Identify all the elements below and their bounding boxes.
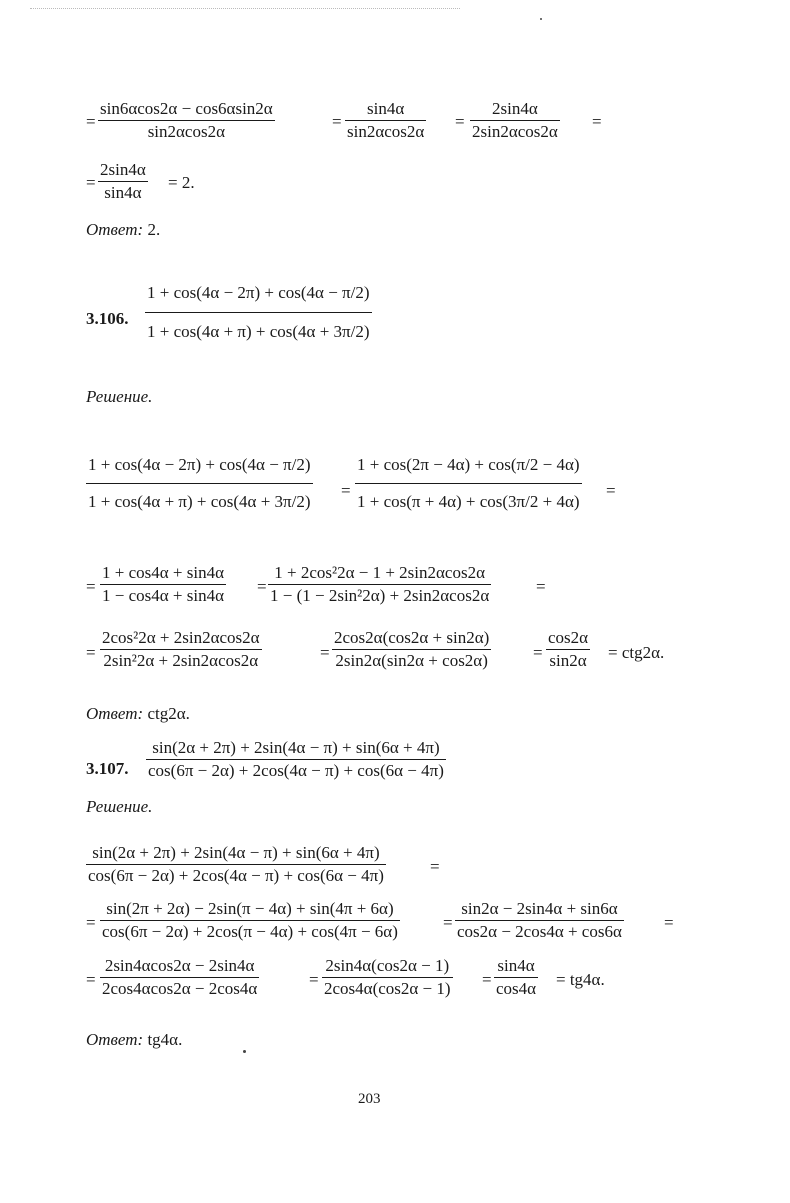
scan-artifact-line [30, 8, 460, 10]
equals-sign: = [536, 577, 546, 596]
problem-expression [146, 738, 446, 780]
solution-fraction-4 [268, 563, 491, 605]
solution-fraction-3 [100, 563, 226, 605]
fraction-bar [100, 920, 400, 921]
equals-sign: = [606, 481, 616, 500]
problem-number: 3.106. [86, 309, 129, 328]
answer-value: ctg2α. [147, 704, 190, 723]
fraction-numerator: sin(2π + 2α) − 2sin(π − 4α) + sin(4π + 6α) [106, 899, 394, 918]
fraction-bar [100, 584, 226, 585]
fraction-denominator: 1 − cos4α + sin4α [102, 585, 224, 605]
equals-sign: = [592, 112, 602, 131]
fraction-numerator: 2sin4α [100, 160, 146, 179]
equals-sign: = [86, 173, 96, 192]
fraction-4 [98, 160, 148, 202]
fraction-numerator: sin(2α + 2π) + 2sin(4α − π) + sin(6α + 4π) [92, 843, 380, 862]
fraction-numerator: cos2α [548, 628, 589, 647]
equals-sign: = [86, 577, 96, 596]
fraction-numerator: 2sin4α [492, 99, 538, 118]
solution-fraction-2 [355, 455, 582, 511]
result-value: = tg4α. [556, 970, 605, 989]
fraction-denominator: sin2αcos2α [147, 121, 226, 141]
answer-line [86, 221, 160, 238]
fraction-numerator: 2cos2α(cos2α + sin2α) [334, 628, 490, 647]
fraction-bar [322, 977, 453, 978]
equals-sign: = [86, 913, 96, 932]
solution-label: Решение. [86, 387, 153, 406]
equals-sign: = [455, 112, 465, 131]
problem-number: 3.107. [86, 759, 129, 778]
fraction-numerator: sin4α [497, 956, 535, 975]
fraction-2 [345, 99, 426, 141]
fraction-denominator: sin2α [549, 650, 587, 670]
answer-label: Ответ: [86, 1030, 144, 1049]
equals-sign: = [430, 857, 440, 876]
fraction-bar [145, 312, 372, 313]
fraction-bar [268, 584, 491, 585]
solution-fraction-7 [546, 628, 590, 670]
equals-sign: = [332, 112, 342, 131]
answer-line [86, 705, 190, 722]
fraction-denominator: 1 − (1 − 2sin²2α) + 2sin2αcos2α [270, 585, 490, 605]
solution-fraction-1 [86, 843, 386, 885]
fraction-denominator: 1 + cos(4α + π) + cos(4α + 3π/2) [88, 491, 311, 511]
equals-sign: = [86, 970, 96, 989]
equals-sign: = [533, 643, 543, 662]
equals-sign: = [664, 913, 674, 932]
fraction-bar [455, 920, 624, 921]
fraction-bar [470, 120, 560, 121]
fraction-denominator: cos(6π − 2α) + 2cos(4α − π) + cos(6α − 4π) [88, 865, 384, 885]
fraction-numerator: sin4α [367, 99, 405, 118]
equals-sign: = [86, 112, 96, 131]
solution-fraction-5 [100, 628, 262, 670]
fraction-bar [98, 120, 275, 121]
equals-sign: = [443, 913, 453, 932]
fraction-numerator: 2sin4α(cos2α − 1) [325, 956, 450, 975]
fraction-denominator: 1 + cos(π + 4α) + cos(3π/2 + 4α) [357, 491, 580, 511]
fraction-numerator: 1 + cos(2π − 4α) + cos(π/2 − 4α) [357, 455, 580, 474]
solution-fraction-1 [86, 455, 313, 511]
page-number: 203 [358, 1091, 381, 1107]
solution-fraction-3 [455, 899, 624, 941]
fraction-numerator: 2cos²2α + 2sin2αcos2α [102, 628, 260, 647]
fraction-bar [494, 977, 538, 978]
fraction-denominator: cos4α [496, 978, 537, 998]
answer-label: Ответ: [86, 704, 144, 723]
solution-fraction-6 [332, 628, 491, 670]
fraction-denominator: 2cos4αcos2α − 2cos4α [102, 978, 258, 998]
solution-fraction-4 [100, 956, 259, 998]
problem-expression [145, 283, 372, 341]
fraction-bar [98, 181, 148, 182]
solution-fraction-2 [100, 899, 400, 941]
fraction-numerator: 2sin4αcos2α − 2sin4α [104, 956, 255, 975]
result-value: = 2. [168, 173, 195, 192]
solution-fraction-5 [322, 956, 453, 998]
fraction-denominator: sin2αcos2α [347, 121, 425, 141]
result-value: = ctg2α. [608, 643, 665, 662]
solution-fraction-6 [494, 956, 538, 998]
fraction-denominator: 2sin2α(sin2α + cos2α) [335, 650, 488, 670]
fraction-bar [86, 483, 313, 484]
equals-sign: = [86, 643, 96, 662]
fraction-denominator: cos2α − 2cos4α + cos6α [457, 921, 622, 941]
answer-value: 2. [147, 220, 161, 239]
answer-label: Ответ: [86, 220, 144, 239]
fraction-denominator: cos(6π − 2α) + 2cos(4α − π) + cos(6α − 4π) [148, 760, 444, 780]
fraction-denominator: sin4α [104, 182, 142, 202]
answer-line [86, 1031, 182, 1048]
equals-sign: = [309, 970, 319, 989]
fraction-1 [98, 99, 275, 141]
equals-sign: = [482, 970, 492, 989]
fraction-bar [146, 759, 446, 760]
equals-sign: = [257, 577, 267, 596]
fraction-numerator: 1 + cos(4α − 2π) + cos(4α − π/2) [147, 283, 370, 302]
fraction-denominator: 2sin²2α + 2sin2αcos2α [103, 650, 259, 670]
fraction-bar [546, 649, 590, 650]
fraction-bar [100, 977, 259, 978]
fraction-numerator: sin2α − 2sin4α + sin6α [461, 899, 618, 918]
scan-speck [243, 1050, 246, 1053]
solution-label: Решение. [86, 797, 153, 816]
equals-sign: = [320, 643, 330, 662]
fraction-bar [86, 864, 386, 865]
fraction-denominator: 2cos4α(cos2α − 1) [324, 978, 451, 998]
fraction-numerator: sin(2α + 2π) + 2sin(4α − π) + sin(6α + 4π) [152, 738, 440, 757]
fraction-numerator: sin6αcos2α − cos6αsin2α [100, 99, 273, 118]
answer-value: tg4α. [147, 1030, 183, 1049]
equals-sign: = [341, 481, 351, 500]
fraction-bar [100, 649, 262, 650]
fraction-bar [332, 649, 491, 650]
fraction-numerator: 1 + cos(4α − 2π) + cos(4α − π/2) [88, 455, 311, 474]
fraction-denominator: 1 + cos(4α + π) + cos(4α + 3π/2) [147, 321, 370, 341]
fraction-denominator: 2sin2αcos2α [472, 121, 558, 141]
fraction-numerator: 1 + cos4α + sin4α [102, 563, 224, 582]
fraction-bar [345, 120, 426, 121]
fraction-numerator: 1 + 2cos²2α − 1 + 2sin2αcos2α [274, 563, 485, 582]
fraction-denominator: cos(6π − 2α) + 2cos(π − 4α) + cos(4π − 6α) [102, 921, 398, 941]
fraction-3 [470, 99, 560, 141]
fraction-bar [355, 483, 582, 484]
scan-speck [540, 18, 542, 20]
